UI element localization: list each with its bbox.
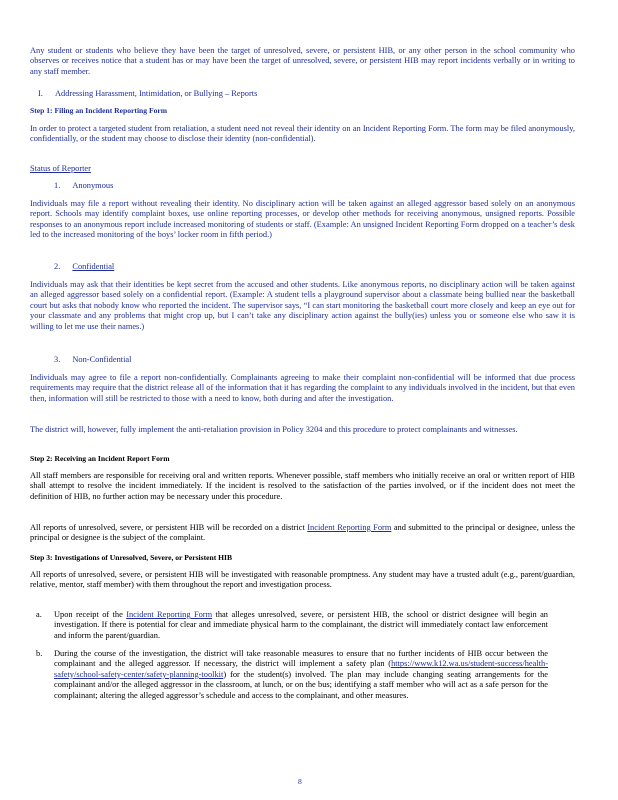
item-b-text-after: ) for the student(s) involved. The plan may include changing seating arrangements for the complainant and/or the alleged aggressor in the classroom, at lunch, or on the bus; identifying a staff member who will act as a safe person for the complainant; altering the alleged aggressor’s schedule and access to the complainant, and other measures.: [54, 669, 548, 700]
non-confidential-paragraph: Individuals may agree to file a report non-confidentially. Complainants agreeing to make their complaint non-confidential will be informed that due process requirements may require that the district release all of the information that it has regarding the complaint to any individuals involved in the incident, but that even then, information will still be restricted to those with a need to know, both during and after the investigation.: [30, 373, 575, 403]
step3-heading: Step 3: Investigations of Unresolved, Severe, or Persistent HIB: [30, 553, 233, 562]
step1-paragraph: In order to protect a targeted student from retaliation, a student need not reveal their identity on an Incident Reporting Form. The form may be filed anonymously, confidentially, or the student may choose to disclose their identity (non-confidential).: [30, 124, 575, 144]
incident-reporting-form-link-2[interactable]: Incident Reporting Form: [126, 610, 213, 619]
item-a-text-after: that alleges unresolved, severe, or persistent HIB, the school or district designee will begin an investigation. If there is potential for clear and immediate physical harm to the complainant, the district will immediately contact law enforcement and inform the parent/guardian.: [54, 610, 548, 640]
step2-heading: Step 2: Receiving an Incident Report Form: [30, 454, 170, 463]
anonymous-title: Anonymous: [72, 181, 114, 190]
section-marker: I.: [38, 89, 43, 98]
page-number: 8: [298, 777, 302, 786]
step1-heading: Step 1: Filing an Incident Reporting Form: [30, 106, 168, 115]
step2-paragraph: All staff members are responsible for receiving oral and written reports. Whenever possible, staff members who initially receive an oral or written report of HIB shall attempt to resolve the incident immediately. If the incident is resolved to the satisfaction of the parties involved, or if the incident does not meet the definition of HIB, no further action may be necessary under this procedure.: [30, 471, 575, 501]
item-b-text-before: During the course of the investigation, the district will take reasonable measures to ensure that no further incidents of HIB occur between the complainant and the alleged aggressor. If necessary, the district will implement a safety plan (: [54, 649, 548, 669]
intro-paragraph: Any student or students who believe they have been the target of unresolved, severe, or persistent HIB, or any other person in the school community who observes or receives notice that a student has or may have been the target of unresolved, severe, or persistent HIB may report incidents verbally or in writing to any staff member.: [30, 46, 575, 76]
anonymous-paragraph: Individuals may file a report without revealing their identity. No disciplinary action will be taken against an alleged aggressor based solely on an anonymous report. Schools may identify complaint boxes, use online reporting processes, or develop other methods for receiving anonymous, unsigned reports. Possible responses to an anonymous report include increased monitoring of students or staff. (Example: An unsigned Incident Reporting Form dropped on a teacher’s desk led to the increased monitoring of the boys’ locker room in fifth period.): [30, 199, 575, 240]
step2-text-before: All reports of unresolved, severe, or persistent HIB will be recorded on a district: [30, 523, 308, 532]
item-a-marker: a.: [36, 610, 42, 619]
non-confidential-paragraph-2: The district will, however, fully implement the anti-retaliation provision in Policy 3204 and this procedure to protect complainants and witnesses.: [30, 425, 518, 434]
item-b-marker: b.: [36, 649, 43, 658]
non-confidential-marker: 3.: [54, 355, 61, 364]
section-title: Addressing Harassment, Intimidation, or Bullying – Reports: [54, 89, 258, 98]
confidential-heading: [54, 262, 114, 272]
step3-item-b: [36, 649, 548, 701]
anonymous-heading: [54, 181, 113, 191]
safety-plan-link[interactable]: https://www.k12.wa.us/student-success/health-safety/school-safety-center/safety-planning-toolkit: [54, 659, 548, 679]
step2-paragraph-2: [30, 523, 575, 544]
item-a-text-before: Upon receipt of the: [54, 610, 127, 619]
confidential-marker: 2.: [54, 262, 61, 271]
step3-item-a: [36, 610, 548, 641]
incident-reporting-form-link[interactable]: Incident Reporting Form: [307, 523, 392, 532]
step3-paragraph: All reports of unresolved, severe, or persistent HIB will be investigated with reasonable promptness. Any student may have a trusted adult (e.g., parent/guardian, relative, mentor, staff member) with them throughout the report and investigation process.: [30, 570, 575, 590]
confidential-paragraph: Individuals may ask that their identities be kept secret from the accused and other students. Like anonymous reports, no disciplinary action will be taken against an alleged aggressor based solely on a confidential report. (Example: A student tells a playground supervisor about a classmate being bullied near the basketball court but asks that nobody know who reported the incident. The supervisor says, “I can start monitoring the basketball court more closely and keep an eye out for your classmate and any problems that might crop up, but I can’t take any disciplinary action against the bully(ies) unless you or someone else who saw it is willing to let me use their names.): [30, 280, 575, 331]
step2-text-after: and submitted to the principal or designee, unless the principal or designee is the subject of the complaint.: [30, 523, 575, 543]
anonymous-marker: 1.: [54, 181, 61, 190]
confidential-title: Confidential: [72, 262, 115, 271]
non-confidential-title: Non-Confidential: [72, 355, 132, 364]
non-confidential-heading: [54, 355, 131, 365]
section-heading: [38, 89, 257, 99]
status-heading: Status of Reporter: [30, 164, 91, 173]
